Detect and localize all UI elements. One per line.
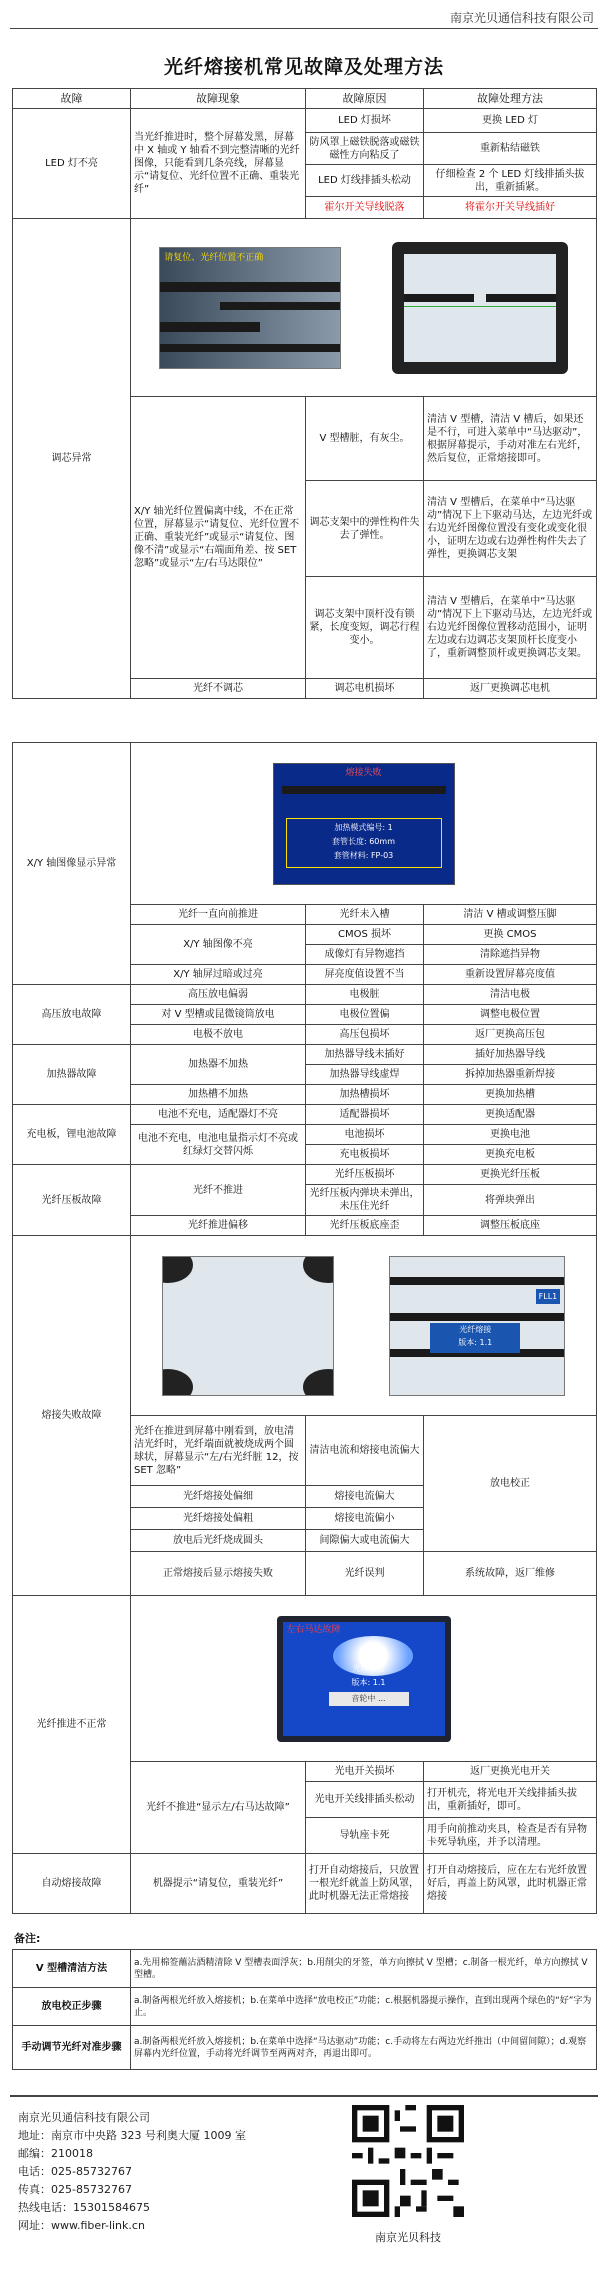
phen-cell: 高压放电偏弱 xyxy=(131,985,306,1005)
cause-cell: 熔接电流偏小 xyxy=(306,1508,424,1530)
notes-title: 备注: xyxy=(14,1932,41,1945)
fault-feed: 光纤推进不正常 xyxy=(13,1596,131,1854)
cause-cell: LED 灯损坏 xyxy=(306,109,424,133)
footer-fax: 传真：025-85732767 xyxy=(18,2183,132,2196)
phen-cell: 光纤不推进“显示左/右马达故障” xyxy=(131,1762,306,1854)
phen-cell: 光纤熔接处偏粗 xyxy=(131,1508,306,1530)
phen-cell: 光纤一直向前推进 xyxy=(131,905,306,925)
fault-xy: X/Y 轴图像显示异常 xyxy=(13,743,131,985)
fix-cell: 更换电池 xyxy=(424,1125,597,1145)
fix-cell: 清洁 V 型槽，清洁 V 槽后，如果还是不行，可进入菜单中“马达驱动”，根据屏幕提示，手动对准左右光纤，然后复位，正常熔接即可。 xyxy=(424,397,597,481)
cause-cell: 电极脏 xyxy=(306,985,424,1005)
fix-cell: 返厂更换高压包 xyxy=(424,1025,597,1045)
phen-cell: 光纤不调芯 xyxy=(131,679,306,699)
xy-screen-title: 熔接失败 xyxy=(345,767,382,778)
cause-cell: 熔接电流偏大 xyxy=(306,1486,424,1508)
note-key: 手动调节光纤对准步骤 xyxy=(13,2026,131,2070)
align-photo-left xyxy=(159,247,341,369)
splice-photo-cell xyxy=(131,1236,597,1416)
fix-cell: 放电校正 xyxy=(424,1416,597,1552)
phen-cell: 光纤熔接处偏细 xyxy=(131,1486,306,1508)
cause-cell: 光纤压板内弹块未弹出，未压住光纤 xyxy=(306,1185,424,1216)
fix-cell: 打开自动熔接后，应在左右光纤放置好后，再盖上防风罩，此时机器正常熔接 xyxy=(424,1854,597,1914)
fix-cell: 返厂更换调芯电机 xyxy=(424,679,597,699)
fix-cell: 更换 LED 灯 xyxy=(424,109,597,133)
fix-cell: 重新设置屏幕亮度值 xyxy=(424,965,597,985)
cause-cell: LED 灯线排插头松动 xyxy=(306,165,424,197)
cause-cell: 调芯电机损坏 xyxy=(306,679,424,699)
fault-align: 调芯异常 xyxy=(13,219,131,699)
feed-screen-photo xyxy=(277,1616,451,1742)
footer-address: 地址：南京市中央路 323 号利奥大厦 1009 室 xyxy=(18,2129,246,2142)
footer-company: 南京光贝通信科技有限公司 xyxy=(18,2111,150,2124)
phen-align: X/Y 轴光纤位置偏离中线，不在正常位置，屏幕显示“请复位、光纤位置不正确、重装光纤”或显示“请复位、图像不清”或显示“右端面角差、按 SET 忽略”或显示“左/右马达限位” xyxy=(131,397,306,679)
phen-cell: 对 V 型槽或昆微镜筒放电 xyxy=(131,1005,306,1025)
cause-cell: V 型槽脏，有灰尘。 xyxy=(306,397,424,481)
note-value: a.先用棉签蘸沾酒精清除 V 型槽表面浮灰；b.用削尖的牙签，单方向擦拭 V 型槽；c.制备一根光纤，单方向擦拭 V 型槽。 xyxy=(131,1950,597,1988)
footer-website[interactable]: 网址：www.fiber-link.cn xyxy=(18,2219,145,2232)
phen-cell: 光纤在推进到屏幕中刚看到，放电清洁光纤时，光纤端面就被烧成两个圆球状，屏幕显示“左/右光纤脏 12，按 SET 忽略” xyxy=(131,1416,306,1486)
fault-auto: 自动熔接故障 xyxy=(13,1854,131,1914)
fix-cell: 更换加热槽 xyxy=(424,1085,597,1105)
xy-screen-line: 套管长度: 60mm xyxy=(331,836,395,846)
xy-screen-line: 套管材料: FP-03 xyxy=(333,850,394,860)
splice-screen-label: FLL1 xyxy=(536,1289,561,1304)
feed-screen-line: 版本: 1.1 xyxy=(351,1677,386,1687)
notes-table xyxy=(12,1949,597,2070)
footer-phone: 电话：025-85732767 xyxy=(18,2165,132,2178)
cause-cell: 导轨座卡死 xyxy=(306,1818,424,1854)
fix-cell: 清洁 V 型槽后，在菜单中“马达驱动”情况下上下驱动马达，左边光纤或右边光纤图像位置没有变化或变化很小，证明左边或右边弹性构件失去了弹性，更换调芯支架 xyxy=(424,481,597,577)
phen-led: 当光纤推进时，整个屏幕发黑，屏幕中 X 轴或 Y 轴看不到完整清晰的光纤图像，只能看到几条亮线，屏幕显示“请复位、光纤位置不正确、重装光纤” xyxy=(131,109,306,219)
fix-cell: 清洁 V 槽或调整压脚 xyxy=(424,905,597,925)
align-overlay-text: 请复位、光纤位置不正确 xyxy=(164,252,264,263)
cause-cell: 光纤未入槽 xyxy=(306,905,424,925)
footer-rule xyxy=(10,2095,598,2097)
cause-cell: 清洁电流和熔接电流偏大 xyxy=(306,1416,424,1486)
cause-cell: 高压包损坏 xyxy=(306,1025,424,1045)
xy-photo-cell xyxy=(131,743,597,905)
feed-screen-line: 光纤熔接 xyxy=(352,1663,385,1673)
cause-cell: 光电开关损坏 xyxy=(306,1762,424,1782)
note-key: 放电校正步骤 xyxy=(13,1988,131,2026)
cause-cell: CMOS 损坏 xyxy=(306,925,424,945)
feed-screen-line: 音轮中 ... xyxy=(329,1692,409,1706)
fix-cell: 将弹块弹出 xyxy=(424,1185,597,1216)
cause-cell: 成像灯有异物遮挡 xyxy=(306,945,424,965)
phen-cell: 光纤不推进 xyxy=(131,1165,306,1216)
cause-cell: 充电板损坏 xyxy=(306,1145,424,1165)
cause-cell: 光纤误判 xyxy=(306,1552,424,1596)
fault-battery: 充电板，锂电池故障 xyxy=(13,1105,131,1165)
xy-screen-menu xyxy=(286,818,442,868)
footer xyxy=(0,2095,608,2274)
feed-screen-title: 左右马达故障 xyxy=(286,1624,341,1635)
note-value: a.制备两根光纤放入熔接机；b.在菜单中选择“放电校正”功能；c.根据机器提示操作，直到出现两个绿色的“好”字为止。 xyxy=(131,1988,597,2026)
xy-screen-line: 加热模式编号: 1 xyxy=(334,822,393,832)
fix-cell: 返厂更换光电开关 xyxy=(424,1762,597,1782)
fix-cell: 更换适配器 xyxy=(424,1105,597,1125)
fix-cell: 清洁电极 xyxy=(424,985,597,1005)
fix-cell: 拆掉加热器重新焊接 xyxy=(424,1065,597,1085)
cause-cell: 间隙偏大或电流偏大 xyxy=(306,1530,424,1552)
contact-info xyxy=(18,2109,246,2235)
page-title: 光纤熔接机常见故障及处理方法 xyxy=(163,56,444,78)
note-key: V 型槽清洁方法 xyxy=(13,1950,131,1988)
cause-cell: 光纤压板底座歪 xyxy=(306,1216,424,1236)
phen-cell: 放电后光纤烧成圆头 xyxy=(131,1530,306,1552)
footer-hotline: 热线电话：15301584675 xyxy=(18,2201,150,2214)
fix-cell: 插好加热器导线 xyxy=(424,1045,597,1065)
header-rule xyxy=(10,28,598,29)
footer-postcode: 邮编：210018 xyxy=(18,2147,93,2160)
phen-cell: X/Y 轴图像不亮 xyxy=(131,925,306,965)
col-header-fix: 故障处理方法 xyxy=(424,89,597,109)
fix-cell: 清洁 V 型槽后，在菜单中“马达驱动”情况下上下驱动马达，左边光纤或右边光纤图像位置移动范围小，证明左边或右边调芯支架顶杆长度变小了，重新调整顶杆或更换调芯支架。 xyxy=(424,577,597,679)
cause-cell: 屏亮度值设置不当 xyxy=(306,965,424,985)
splice-screen-line: 版本: 1.1 xyxy=(458,1337,493,1347)
fix-cell: 用手向前推动夹具，检查是否有异物卡死导轨座，并予以清理。 xyxy=(424,1818,597,1854)
fault-table-1 xyxy=(12,88,597,699)
fix-cell: 更换光纤压板 xyxy=(424,1165,597,1185)
fix-cell: 仔细检查 2 个 LED 灯线排插头拔出，重新插紧。 xyxy=(424,165,597,197)
xy-screen-photo xyxy=(273,763,455,885)
cause-cell: 调芯支架中的弹性构件失去了弹性。 xyxy=(306,481,424,577)
phen-cell: 电极不放电 xyxy=(131,1025,306,1045)
cause-cell: 电池损坏 xyxy=(306,1125,424,1145)
fix-cell: 更换 CMOS xyxy=(424,925,597,945)
fault-heater: 加热器故障 xyxy=(13,1045,131,1105)
phen-cell: 机器提示“请复位，重装光纤” xyxy=(131,1854,306,1914)
phen-cell: 电池不充电，电池电量指示灯不亮或红绿灯交替闪烁 xyxy=(131,1125,306,1165)
cause-cell: 电极位置偏 xyxy=(306,1005,424,1025)
fix-cell: 清除遮挡异物 xyxy=(424,945,597,965)
fix-cell: 重新粘结磁铁 xyxy=(424,133,597,165)
splice-screen-line: 光纤熔接 xyxy=(459,1324,492,1334)
splice-screen-menu xyxy=(430,1323,520,1353)
col-header-cause: 故障原因 xyxy=(306,89,424,109)
note-value: a.制备两根光纤放入熔接机；b.在菜单中选择“马达驱动”功能；c.手动将左右两边光纤推出（中间留间隙）；d.观察屏幕内光纤位置，手动将光纤调节至两两对齐，再退出即可。 xyxy=(131,2026,597,2070)
cause-cell: 霍尔开关导线脱落 xyxy=(306,197,424,219)
cause-cell: 光电开关线排插头松动 xyxy=(306,1782,424,1818)
splice-photo-left xyxy=(162,1256,334,1396)
fault-press: 光纤压板故障 xyxy=(13,1165,131,1236)
qr-caption: 南京光贝科技 xyxy=(375,2231,441,2244)
fault-led: LED 灯不亮 xyxy=(13,109,131,219)
cause-cell: 防风罩上磁铁脱落或磁铁磁性方向粘反了 xyxy=(306,133,424,165)
cause-cell: 调芯支架中顶杆没有锁紧，长度变短，调芯行程变小。 xyxy=(306,577,424,679)
cause-cell: 光纤压板损坏 xyxy=(306,1165,424,1185)
fault-splice: 熔接失败故障 xyxy=(13,1236,131,1596)
cause-cell: 适配器损坏 xyxy=(306,1105,424,1125)
phen-cell: 加热槽不加热 xyxy=(131,1085,306,1105)
cause-cell: 打开自动熔接后，只放置一根光纤就盖上防风罩，此时机器无法正常熔接 xyxy=(306,1854,424,1914)
splice-photo-right xyxy=(389,1256,565,1396)
feed-photo-cell xyxy=(131,1596,597,1762)
fix-cell: 打开机壳，将光电开关线排插头拔出，重新插好，即可。 xyxy=(424,1782,597,1818)
phen-cell: 电池不充电，适配器灯不亮 xyxy=(131,1105,306,1125)
header-company: 南京光贝通信科技有限公司 xyxy=(449,11,594,25)
cause-cell: 加热器导线未插好 xyxy=(306,1045,424,1065)
fix-cell: 调整压板底座 xyxy=(424,1216,597,1236)
align-photo-right xyxy=(392,242,568,374)
fix-cell: 调整电极位置 xyxy=(424,1005,597,1025)
col-header-fault: 故障 xyxy=(13,89,131,109)
page-header xyxy=(0,0,608,30)
phen-cell: 光纤推进偏移 xyxy=(131,1216,306,1236)
fix-cell: 更换充电板 xyxy=(424,1145,597,1165)
fix-cell: 将霍尔开关导线插好 xyxy=(424,197,597,219)
phen-cell: 加热器不加热 xyxy=(131,1045,306,1085)
cause-cell: 加热槽损坏 xyxy=(306,1085,424,1105)
phen-cell: 正常熔接后显示熔接失败 xyxy=(131,1552,306,1596)
align-photos xyxy=(131,219,597,397)
fix-cell: 系统故障，返厂维修 xyxy=(424,1552,597,1596)
col-header-phenomenon: 故障现象 xyxy=(131,89,306,109)
feed-screen-menu xyxy=(319,1662,419,1708)
notes-section xyxy=(12,1928,596,2070)
fault-arc: 高压放电故障 xyxy=(13,985,131,1045)
phen-cell: X/Y 轴屏过暗或过亮 xyxy=(131,965,306,985)
cause-cell: 加热器导线虚焊 xyxy=(306,1065,424,1085)
qr-code-icon xyxy=(352,2105,464,2217)
fault-table-2 xyxy=(12,742,597,1914)
